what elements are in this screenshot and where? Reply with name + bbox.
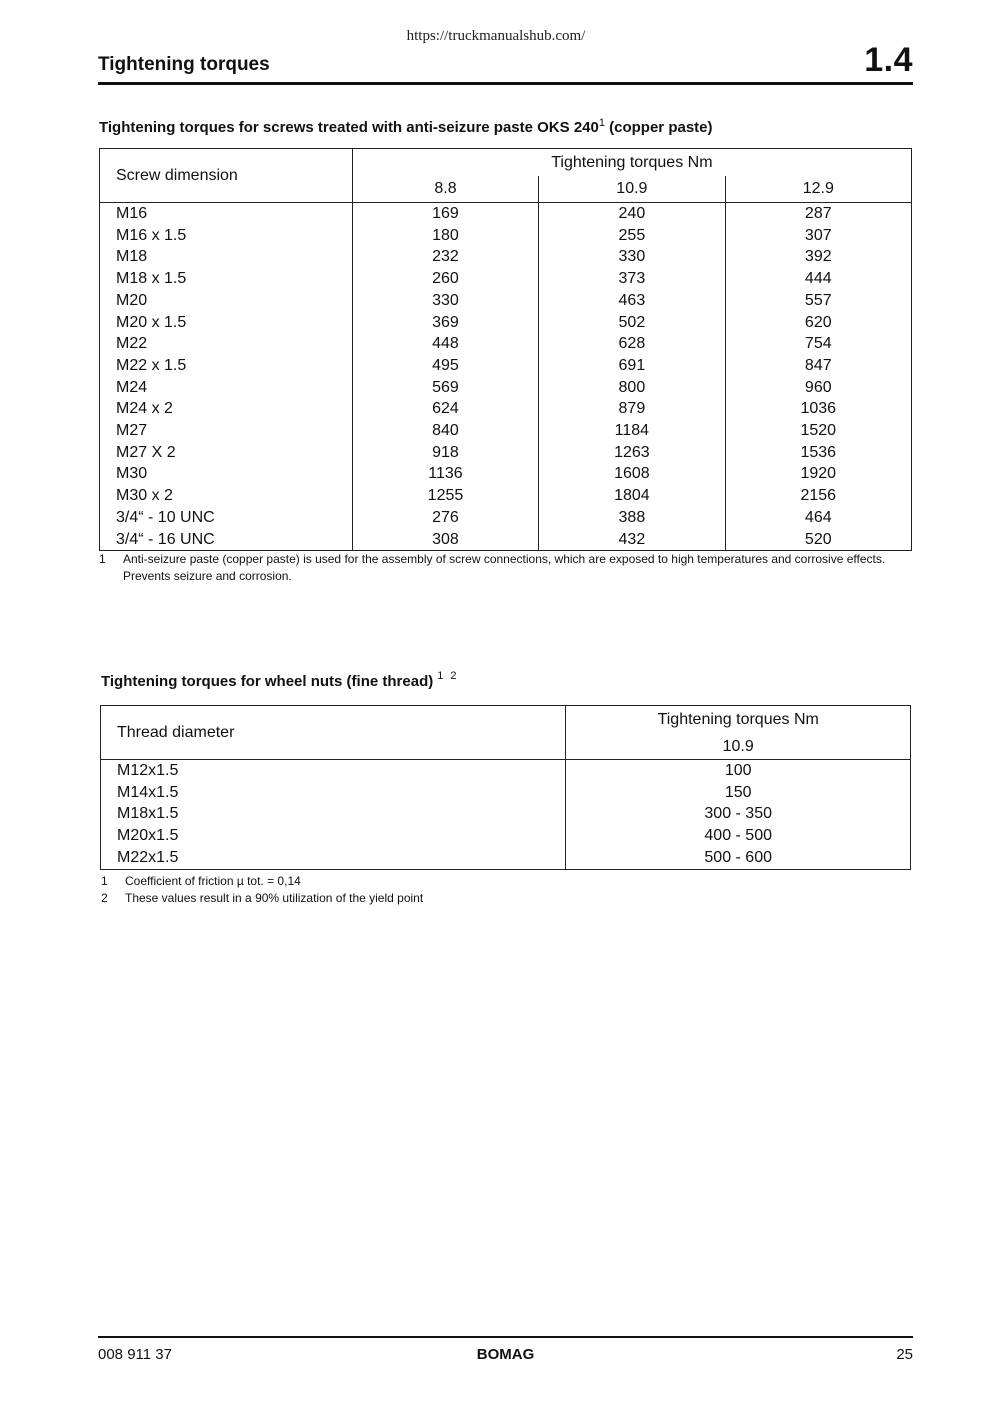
torque-cell: 276 [352,507,538,529]
table-row [100,225,912,247]
table-row [100,507,912,529]
dimension-cell: M18x1.5 [101,803,566,825]
page-footer [98,1336,913,1368]
footnote-number: 1 [101,874,108,888]
table-row [100,333,912,355]
dimension-cell: M24 x 2 [100,398,353,420]
grade-header-12-9: 12.9 [725,176,911,203]
dimension-cell: M22 [100,333,353,355]
dimension-cell: M27 X 2 [100,442,353,464]
grade-header-8-8: 8.8 [352,176,538,203]
table-row [101,825,911,847]
footnote-text: These values result in a 90% utilization of the yield point [125,891,424,905]
torque-cell: 240 [539,203,725,225]
torque-cell: 432 [539,529,725,551]
torque-cell: 2156 [800,487,837,505]
torque-cell: 307 [804,226,832,244]
footnote-text: Coefficient of friction µ tot. = 0,14 [125,874,301,888]
page-header [98,41,913,85]
torque-cell: 100 [724,762,752,779]
dimension-cell: M12x1.5 [101,760,566,782]
torque-cell: 464 [804,508,832,526]
table-row [100,442,912,464]
torque-cell: 463 [539,290,725,312]
torque-cell: 255 [539,225,725,247]
torque-cell: 960 [804,378,832,396]
table-row [101,782,911,804]
torque-cell: 448 [352,333,538,355]
torque-cell: 1184 [539,420,725,442]
table1-heading [99,117,713,136]
grade-header-10-9: 10.9 [566,734,911,760]
torque-cell: 169 [352,203,538,225]
torque-cell: 1804 [539,485,725,507]
dimension-cell: M30 x 2 [100,485,353,507]
dimension-cell: M16 [100,203,353,225]
dimension-cell: M18 x 1.5 [100,268,353,290]
torque-cell: 569 [352,377,538,399]
source-url: https://truckmanualshub.com/ [406,28,586,44]
torque-cell: 260 [352,268,538,290]
torque-group-header: Tightening torques Nm [657,711,819,728]
torque-cell: 502 [539,312,725,334]
table-row [100,485,912,507]
torque-cell: 847 [804,356,832,374]
torque-cell: 879 [539,398,725,420]
dimension-cell: M24 [100,377,353,399]
torque-cell: 330 [352,290,538,312]
table1-footnotes [99,551,912,585]
torque-cell: 232 [352,246,538,268]
table1-heading-footnote-ref: 1 [598,117,605,129]
torque-cell: 691 [539,355,725,377]
torque-cell: 918 [352,442,538,464]
dimension-cell: M30 [100,463,353,485]
section-number: 1.4 [864,41,913,79]
torque-cell: 373 [539,268,725,290]
torque-cell: 1536 [800,443,837,461]
thread-diameter-header: Thread diameter [101,706,566,760]
table1-heading-suffix: (copper paste) [609,119,713,136]
torque-cell: 520 [804,530,832,548]
wheel-nut-torque-table-body [101,760,911,870]
torque-cell: 620 [804,313,832,331]
torque-cell: 180 [352,225,538,247]
torque-cell: 754 [804,335,832,353]
torque-cell: 150 [724,783,752,801]
dimension-cell: M20 x 1.5 [100,312,353,334]
table-row [100,420,912,442]
page-title: Tightening torques [98,54,270,75]
torque-cell: 308 [352,529,538,551]
footnote [99,551,912,585]
torque-cell: 557 [804,291,832,309]
brand-name: BOMAG [476,1346,535,1363]
table1-heading-text: Tightening torques for screws treated with anti-seizure paste OKS 240 [99,119,599,136]
torque-cell: 388 [539,507,725,529]
dimension-cell: M20x1.5 [101,825,566,847]
footnote-text: Anti-seizure paste (copper paste) is used for the assembly of screw connections, which are exposed to high temperatures and corrosive effects. Prevents seizure and corrosion. [123,552,886,583]
table-row [100,246,912,268]
wheel-nut-torque-table [100,705,911,870]
torque-cell: 287 [804,205,832,222]
table-row [100,290,912,312]
table-row [101,847,911,869]
torque-cell: 500 - 600 [704,848,772,866]
footnote-number: 1 [99,552,106,566]
torque-cell: 624 [352,398,538,420]
torque-cell: 1920 [800,465,837,483]
table-row [100,463,912,485]
torque-cell: 392 [804,248,832,266]
dimension-cell: 3/4“ - 10 UNC [100,507,353,529]
torque-group-header: Tightening torques Nm [551,154,713,171]
table-row [100,529,912,551]
table-row [101,803,911,825]
dimension-cell: M27 [100,420,353,442]
footnote [101,890,912,907]
table2-heading [101,670,457,690]
torque-cell: 444 [804,270,832,288]
torque-cell: 369 [352,312,538,334]
screw-torque-table [99,148,912,551]
dimension-cell: M22 x 1.5 [100,355,353,377]
table2-heading-text: Tightening torques for wheel nuts (fine thread) [101,673,434,690]
table-row [100,355,912,377]
dimension-cell: M18 [100,246,353,268]
footnote [101,873,912,890]
torque-cell: 1036 [800,400,837,418]
torque-cell: 495 [352,355,538,377]
dimension-cell: 3/4“ - 16 UNC [100,529,353,551]
torque-cell: 628 [539,333,725,355]
torque-cell: 300 - 350 [704,805,772,823]
table-row [100,312,912,334]
dimension-cell: M16 x 1.5 [100,225,353,247]
torque-cell: 1608 [539,463,725,485]
table-row [100,377,912,399]
page-number: 25 [896,1346,913,1363]
table2-heading-footnote-refs: 1 2 [437,670,457,682]
footnote-number: 2 [101,891,108,905]
table2-footnotes [101,873,912,907]
table-row [101,760,911,782]
screw-dimension-header: Screw dimension [100,149,353,203]
dimension-cell: M14x1.5 [101,782,566,804]
torque-cell: 1520 [800,422,837,440]
table-row [100,203,912,225]
torque-cell: 840 [352,420,538,442]
document-number: 008 911 37 [98,1346,172,1363]
table-row [100,398,912,420]
torque-cell: 800 [539,377,725,399]
grade-header-10-9: 10.9 [539,176,725,203]
torque-cell: 400 - 500 [704,827,772,845]
torque-cell: 1136 [352,463,538,485]
torque-cell: 1263 [539,442,725,464]
table-row [100,268,912,290]
screw-torque-table-body [100,203,912,551]
dimension-cell: M20 [100,290,353,312]
torque-cell: 330 [539,246,725,268]
torque-cell: 1255 [352,485,538,507]
dimension-cell: M22x1.5 [101,847,566,869]
